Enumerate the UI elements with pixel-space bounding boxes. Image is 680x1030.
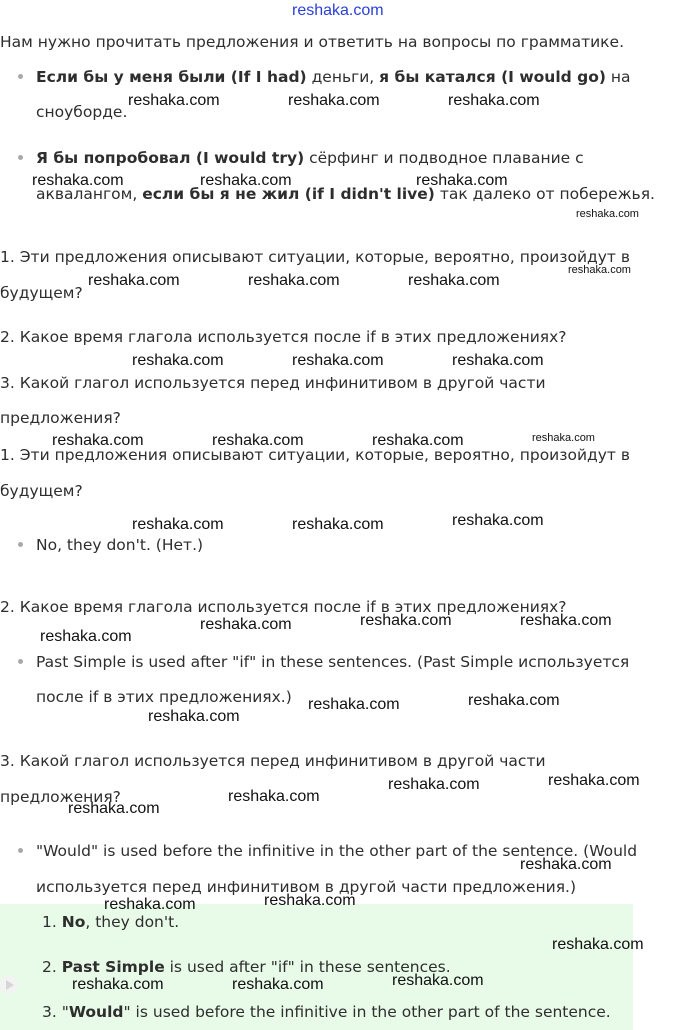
watermark: reshaka.com — [532, 432, 595, 444]
question-1-line-1: 1. Эти предложения описывают ситуации, которые, вероятно, произойдут в — [0, 248, 631, 266]
bullet — [18, 542, 23, 547]
watermark: reshaka.com — [232, 976, 324, 993]
answer-1: No, they don't. (Нет.) — [36, 536, 204, 554]
bullet — [18, 74, 23, 79]
sentence-2-line-2 — [36, 184, 655, 204]
bullet — [18, 659, 23, 664]
bullet — [18, 848, 23, 853]
sentence-2-text-end: так далеко от побережья. — [434, 185, 655, 203]
question-3-line-1: 3. Какой глагол используется перед инфинитивом в другой части — [0, 374, 546, 392]
watermark: reshaka.com — [292, 352, 384, 369]
watermark: reshaka.com — [552, 936, 644, 953]
sentence-1-line-2: сноуборде. — [36, 103, 128, 121]
summary-item-1-text: , they don't. — [85, 913, 180, 931]
watermark: reshaka.com — [568, 264, 631, 276]
answer-2-line-1: Past Simple is used after "if" in these sentences. (Past Simple используется — [36, 653, 630, 671]
question-2: 2. Какое время глагола используется после if в этих предложениях? — [0, 328, 567, 346]
sentence-1-line-1 — [36, 67, 631, 87]
bullet — [18, 155, 23, 160]
watermark: reshaka.com — [88, 272, 180, 289]
sentence-2-if-clause: если бы я не жил (if I didn't live) — [142, 185, 435, 203]
summary-item-3-bold: Would — [68, 1003, 124, 1021]
sentence-1-text: деньги, — [306, 68, 380, 86]
question-1-repeat-line-1: 1. Эти предложения описывают ситуации, которые, вероятно, произойдут в — [0, 446, 631, 464]
watermark: reshaka.com — [392, 972, 484, 989]
watermark: reshaka.com — [292, 516, 384, 533]
site-link[interactable]: reshaka.com — [292, 2, 384, 19]
sentence-1-main-clause: я бы катался (I would go) — [379, 68, 606, 86]
sentence-2-main-clause: Я бы попробовал (I would try) — [36, 149, 305, 167]
play-icon[interactable] — [0, 976, 18, 994]
sentence-2-text: сёрфинг и подводное плавание с — [304, 149, 584, 167]
sentence-1-text-end: на — [605, 68, 631, 86]
question-2-repeat: 2. Какое время глагола используется после if в этих предложениях? — [0, 598, 567, 616]
answer-3-line-2: используется перед инфинитивом в другой части предложения.) — [36, 878, 577, 896]
watermark: reshaka.com — [468, 692, 560, 709]
summary-item-2 — [42, 957, 451, 977]
watermark: reshaka.com — [212, 432, 304, 449]
watermark: reshaka.com — [452, 352, 544, 369]
summary-item-2-number: 2. — [42, 958, 62, 976]
watermark: reshaka.com — [104, 896, 196, 913]
question-1-line-2: будущем? — [0, 284, 83, 302]
watermark: reshaka.com — [40, 628, 132, 645]
watermark: reshaka.com — [576, 208, 639, 220]
sentence-1-if-clause: Если бы у меня были (If I had) — [36, 68, 307, 86]
watermark: reshaka.com — [360, 612, 452, 629]
question-3-repeat-line-2: предложения? — [0, 788, 121, 806]
watermark: reshaka.com — [148, 708, 240, 725]
watermark: reshaka.com — [32, 172, 124, 189]
watermark: reshaka.com — [52, 432, 144, 449]
watermark: reshaka.com — [448, 92, 540, 109]
watermark: reshaka.com — [68, 800, 160, 817]
watermark: reshaka.com — [452, 512, 544, 529]
watermark: reshaka.com — [372, 432, 464, 449]
watermark: reshaka.com — [548, 772, 640, 789]
watermark: reshaka.com — [200, 172, 292, 189]
summary-item-1-number: 1. — [42, 913, 62, 931]
sentence-2-text-2: аквалангом, — [36, 185, 143, 203]
watermark: reshaka.com — [308, 696, 400, 713]
sentence-2-line-1 — [36, 148, 584, 168]
answer-2-line-2: после if в этих предложениях.) — [36, 688, 292, 706]
summary-item-3 — [42, 1002, 611, 1022]
summary-item-1 — [42, 912, 179, 932]
watermark: reshaka.com — [520, 612, 612, 629]
question-3-line-2: предложения? — [0, 409, 121, 427]
intro-text: Нам нужно прочитать предложения и ответить на вопросы по грамматике. — [0, 33, 625, 51]
summary-item-2-bold: Past Simple — [61, 958, 165, 976]
watermark: reshaka.com — [408, 272, 500, 289]
summary-item-2-text: is used after "if" in these sentences. — [164, 958, 451, 976]
watermark: reshaka.com — [264, 892, 356, 909]
watermark: reshaka.com — [248, 272, 340, 289]
watermark: reshaka.com — [388, 776, 480, 793]
watermark: reshaka.com — [416, 172, 508, 189]
watermark: reshaka.com — [200, 616, 292, 633]
question-1-repeat-line-2: будущем? — [0, 482, 83, 500]
watermark: reshaka.com — [520, 856, 612, 873]
watermark: reshaka.com — [132, 516, 224, 533]
answer-3-line-1: "Would" is used before the infinitive in the other part of the sentence. (Would — [36, 842, 638, 860]
watermark: reshaka.com — [132, 352, 224, 369]
summary-item-3-number: 3. " — [42, 1003, 69, 1021]
summary-item-1-bold: No — [61, 913, 86, 931]
summary-item-3-text: " is used before the infinitive in the other part of the sentence. — [123, 1003, 611, 1021]
question-3-repeat-line-1: 3. Какой глагол используется перед инфинитивом в другой части — [0, 752, 546, 770]
watermark: reshaka.com — [72, 976, 164, 993]
watermark: reshaka.com — [128, 92, 220, 109]
watermark: reshaka.com — [228, 788, 320, 805]
watermark: reshaka.com — [288, 92, 380, 109]
